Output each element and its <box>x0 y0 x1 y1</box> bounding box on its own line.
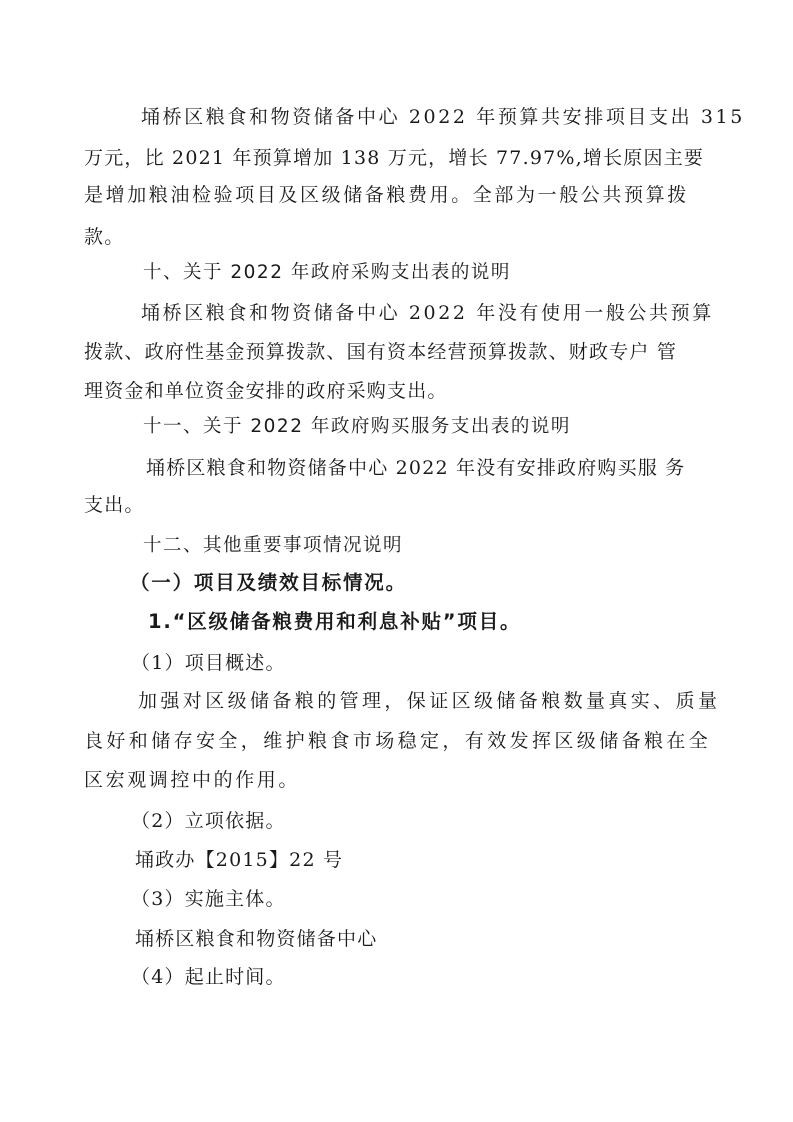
section-11-line-1: 埇桥区粮食和物资储备中心 2022 年没有安排政府购买服 务 <box>146 457 686 479</box>
budget-paragraph-line-3: 是增加粮油检验项目及区级储备粮费用。全部为一般公共预算拨 <box>84 184 689 206</box>
section-11-heading: 十一、关于 2022 年政府购买服务支出表的说明 <box>143 416 571 437</box>
budget-paragraph-line-1: 埇桥区粮食和物资储备中心 2022 年预算共安排项目支出 315 <box>141 106 745 128</box>
section-12-subheading: （一）项目及绩效目标情况。 <box>130 571 407 594</box>
overview-line-1: 加强对区级储备粮的管理，保证区级储备粮数量真实、质量 <box>138 690 721 712</box>
entity-text: 埇桥区粮食和物资储备中心 <box>135 928 378 950</box>
section-10-line-2: 拨款、政府性基金预算拨款、国有资本经营预算拨款、财政专户 管 <box>84 341 678 363</box>
overview-label: （1）项目概述。 <box>131 652 286 674</box>
overview-line-2: 良好和储存安全，维护粮食市场稳定，有效发挥区级储备粮在全 <box>84 730 712 752</box>
entity-label: （3）实施主体。 <box>131 888 286 910</box>
section-12-heading: 十二、其他重要事项情况说明 <box>143 535 404 556</box>
section-10-heading: 十、关于 2022 年政府采购支出表的说明 <box>143 262 511 283</box>
project-title: 1.“区级储备粮费用和利息补贴”项目。 <box>148 610 522 633</box>
section-10-line-1: 埇桥区粮食和物资储备中心 2022 年没有使用一般公共预算 <box>141 302 714 324</box>
basis-text: 埇政办【2015】22 号 <box>135 849 344 871</box>
section-10-line-3: 理资金和单位资金安排的政府采购支出。 <box>84 380 448 402</box>
budget-paragraph-line-4: 款。 <box>84 226 125 248</box>
section-11-line-2: 支出。 <box>84 494 145 516</box>
overview-line-3: 区宏观调控中的作用。 <box>84 769 301 791</box>
basis-label: （2）立项依据。 <box>131 810 286 832</box>
period-label: （4）起止时间。 <box>131 966 286 988</box>
budget-paragraph-line-2: 万元，比 2021 年预算增加 138 万元，增长 77.97%,增长原因主要 <box>84 147 705 169</box>
